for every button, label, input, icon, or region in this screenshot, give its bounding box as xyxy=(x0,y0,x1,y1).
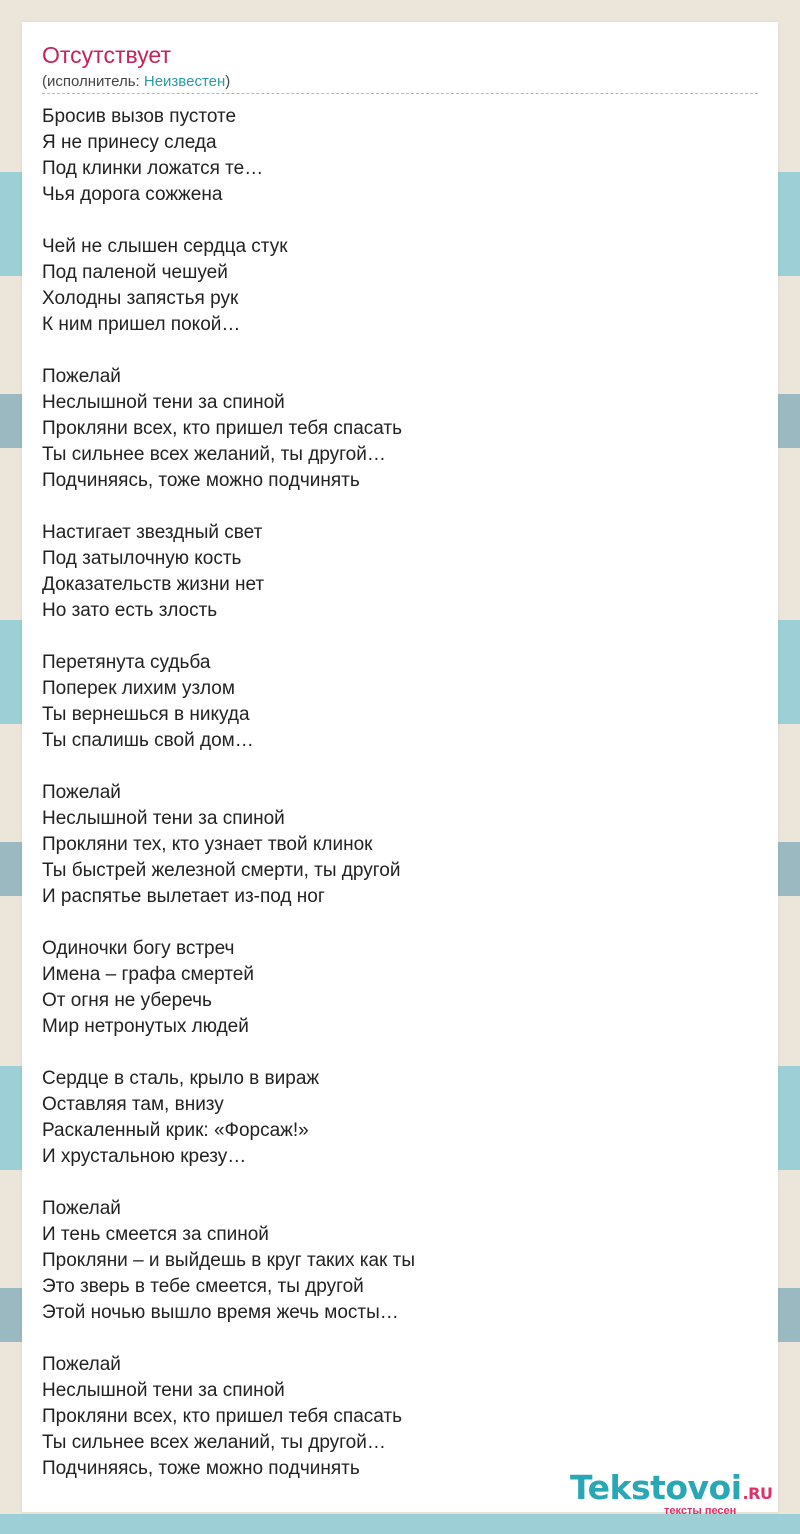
lyric-line: Оставляя там, внизу xyxy=(42,1094,224,1115)
lyric-line: Чей не слышен сердца стук xyxy=(42,236,288,257)
lyric-line: Неслышной тени за спиной xyxy=(42,1380,285,1401)
lyric-line: И хрустальною крезу… xyxy=(42,1146,247,1167)
stanza-gap xyxy=(42,1170,758,1196)
lyric-line: От огня не уберечь xyxy=(42,990,212,1011)
stanza-gap xyxy=(42,910,758,936)
artist-suffix: ) xyxy=(225,73,231,90)
lyric-line: Прокляни – и выйдешь в круг таких как ты xyxy=(42,1250,416,1271)
lyric-line: Мир нетронутых людей xyxy=(42,1016,249,1037)
lyric-line: Прокляни всех, кто пришел тебя спасать xyxy=(42,418,403,439)
logo-tld: .RU xyxy=(742,1484,773,1503)
lyric-line: Доказательств жизни нет xyxy=(42,574,265,595)
lyric-line: Одиночки богу встреч xyxy=(42,938,235,959)
stanza-gap xyxy=(42,754,758,780)
header-divider xyxy=(42,93,758,94)
lyric-line: И распятье вылетает из-под ног xyxy=(42,886,325,907)
lyric-line: Ты спалишь свой дом… xyxy=(42,730,254,751)
lyric-line: Перетянута судьба xyxy=(42,652,211,673)
lyric-line: Холодны запястья рук xyxy=(42,288,239,309)
lyrics-card xyxy=(22,22,778,1517)
logo-tagline: тексты песен xyxy=(664,1505,737,1517)
lyric-line: Настигает звездный свет xyxy=(42,522,263,543)
lyric-line: Ты быстрей железной смерти, ты другой xyxy=(42,860,401,881)
lyric-line: Подчиняясь, тоже можно подчинять xyxy=(42,470,360,491)
lyric-line: Имена – графа смертей xyxy=(42,964,254,985)
lyric-line: К ним пришел покой… xyxy=(42,314,241,335)
lyric-line: Под паленой чешуей xyxy=(42,262,228,283)
lyric-line: Прокляни всех, кто пришел тебя спасать xyxy=(42,1406,403,1427)
lyric-line: Ты вернешься в никуда xyxy=(42,704,250,725)
lyric-line: Я не принесу следа xyxy=(42,132,217,153)
lyric-line: Под затылочную кость xyxy=(42,548,242,569)
lyric-line: Неслышной тени за спиной xyxy=(42,808,285,829)
lyric-line: Ты сильнее всех желаний, ты другой… xyxy=(42,1432,386,1453)
lyric-line: Пожелай xyxy=(42,1354,121,1375)
stanza-gap xyxy=(42,338,758,364)
artist-line xyxy=(42,73,230,90)
lyrics-text xyxy=(42,104,758,1482)
lyric-line: И тень смеется за спиной xyxy=(42,1224,269,1245)
lyric-line: Пожелай xyxy=(42,1198,121,1219)
lyric-line: Сердце в сталь, крыло в вираж xyxy=(42,1068,320,1089)
lyric-line: Но зато есть злость xyxy=(42,600,218,621)
stanza-gap xyxy=(42,494,758,520)
lyric-line: Бросив вызов пустоте xyxy=(42,106,237,127)
artist-link[interactable]: Неизвестен xyxy=(143,73,226,90)
lyric-line: Поперек лихим узлом xyxy=(42,678,235,699)
lyric-line: Чья дорога сожжена xyxy=(42,184,223,205)
lyric-line: Подчиняясь, тоже можно подчинять xyxy=(42,1458,360,1479)
lyric-line: Этой ночью вышло время жечь мосты… xyxy=(42,1302,399,1323)
lyric-line: Ты сильнее всех желаний, ты другой… xyxy=(42,444,386,465)
lyric-line: Это зверь в тебе смеется, ты другой xyxy=(42,1276,364,1297)
lyric-line: Пожелай xyxy=(42,366,121,387)
stanza-gap xyxy=(42,208,758,234)
lyric-line: Пожелай xyxy=(42,782,121,803)
lyric-line: Прокляни тех, кто узнает твой клинок xyxy=(42,834,373,855)
song-title: Отсутствует xyxy=(42,42,171,68)
lyric-line: Неслышной тени за спиной xyxy=(42,392,285,413)
stanza-gap xyxy=(42,1326,758,1352)
artist-prefix: (исполнитель: xyxy=(42,73,144,90)
lyric-line: Раскаленный крик: «Форсаж!» xyxy=(42,1120,309,1141)
site-logo[interactable] xyxy=(570,1468,772,1507)
stanza-gap xyxy=(42,624,758,650)
lyric-line: Под клинки ложатся те… xyxy=(42,158,264,179)
stanza-gap xyxy=(42,1040,758,1066)
logo-text: Tekstovoi xyxy=(570,1468,742,1507)
